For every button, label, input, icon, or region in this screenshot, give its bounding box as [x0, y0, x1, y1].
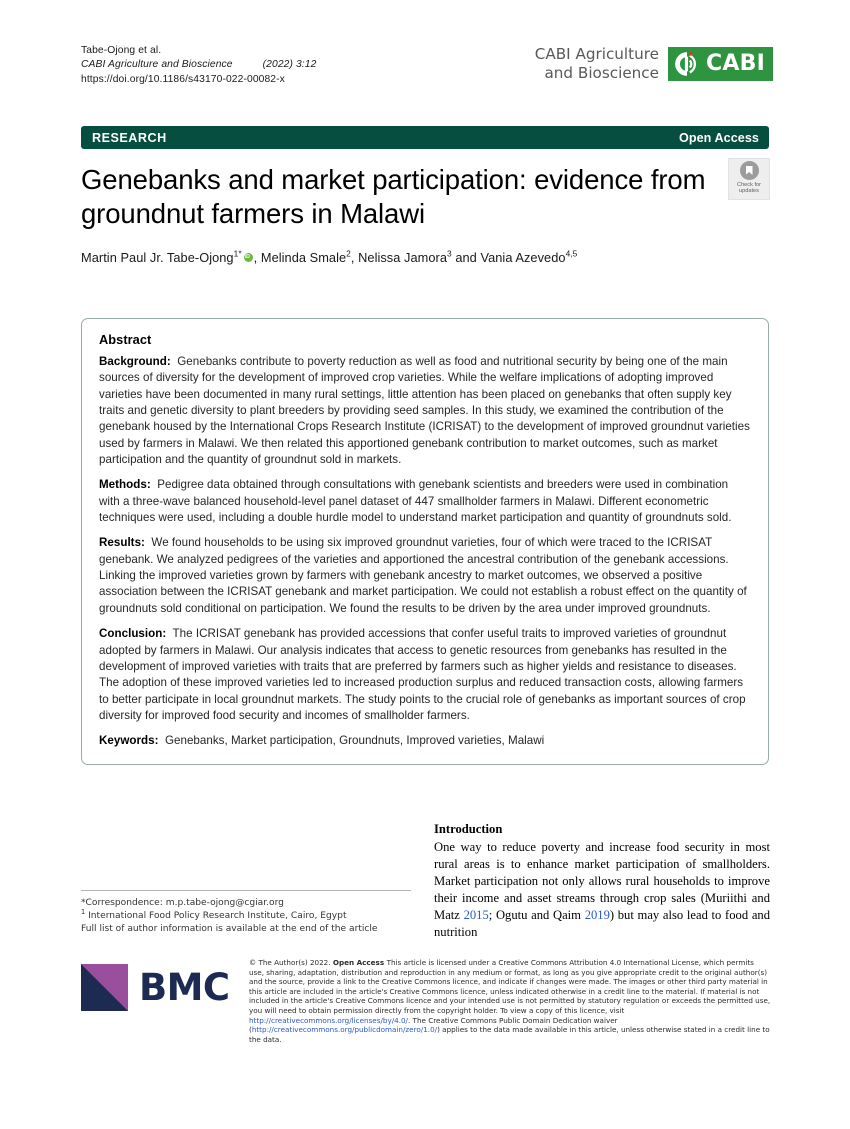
journal-name: CABI Agriculture and Bioscience — [81, 59, 233, 71]
full-author-info-note: Full list of author information is available at the end of the article — [81, 924, 378, 935]
journal-brand-text — [535, 45, 659, 83]
abstract-section-label: Results: — [99, 536, 145, 550]
journal-volume-line — [81, 58, 316, 72]
correspondence-block — [81, 890, 411, 937]
license-body-3: ) applies to the data made available in this article, unless otherwise stated in a credit line to the data. — [249, 1025, 770, 1044]
citation-link[interactable]: 2015 — [463, 908, 489, 923]
page-title: Genebanks and market participation: evidence from groundnut farmers in Malawi — [81, 164, 706, 229]
abstract-section-text: Genebanks, Market participation, Groundnuts, Improved varieties, Malawi — [161, 734, 545, 748]
correspondence-text — [81, 897, 411, 937]
abstract-section-text: The ICRISAT genebank has provided accessions that confer useful traits to improved varieties of groundnut adopted by farmers in Malawi. Our analysis indicates that access to genetic resources from genebanks has resulted in the development of improved varieties with traits that are preferred by farmers such as higher yields and resistance to diseases. The adoption of these improved varieties led to increased production surplus and reduced transaction costs, allowing farmers to better participate in local groundnut markets. The study points to the crucial role of genebanks as important sources of crop diversity for improved food security and incomes of smallholder farmers. — [99, 627, 746, 722]
open-access-label: Open Access — [678, 130, 759, 145]
abstract-section-label: Background: — [99, 355, 171, 368]
author-name: Nelissa Jamora — [358, 250, 448, 265]
introduction-section — [434, 822, 770, 942]
abstract-sections — [99, 354, 751, 750]
correspondence-divider — [81, 890, 411, 891]
abstract-section — [99, 354, 751, 468]
license-body-1: This article is licensed under a Creative Commons Attribution 4.0 International License, which permits use, sharing, adaptation, distribution and reproduction in any medium or format, as long as you give appropriate credit to the original author(s) and the source, provide a link to the Creative Commons licence, and indicate if changes were made. The images or other third party material in this article are included in the article's Creative Commons licence, unless indicated otherwise in a credit line to the material. If material is not included in the article's Creative Commons licence and your intended use is not permitted by statutory regulation or exceeds the permitted use, you will need to obtain permission directly from the copyright holder. To view a copy of this licence, visit — [249, 958, 771, 1015]
author-affiliation-marker: 2 — [346, 248, 351, 259]
abstract-section-label: Methods: — [99, 478, 151, 492]
abstract-heading: Abstract — [99, 332, 152, 347]
affiliation-line — [81, 910, 411, 923]
crossmark-line-1: Check for — [737, 181, 761, 188]
doi-link[interactable]: https://doi.org/10.1186/s43170-022-00082-x — [81, 73, 285, 85]
brand-line-2: and Bioscience — [544, 64, 659, 82]
introduction-heading: Introduction — [434, 822, 503, 836]
author-name: Martin Paul Jr. Tabe-Ojong — [81, 250, 234, 265]
abstract-section-text: We found households to be using six improved groundnut varieties, four of which were traced to the ICRISAT genebank. We analyzed pedigrees of the varieties and apportioned the ancestral contribution of the genebank accessions. Linking the improved varieties grown by farmers with genebank ancestry to market outcomes, we observed a positive association between the ICRISAT genebank and market participation. We could not establish a robust effect on the quantity of groundnuts sold conditional on participation. We found the results to be driven by the area under improved groundnuts. — [99, 536, 747, 615]
article-type-banner — [81, 126, 769, 149]
bmc-logo — [81, 958, 249, 1011]
page-header — [81, 44, 773, 100]
bmc-square-icon — [81, 964, 128, 1011]
short-author-line: Tabe-Ojong et al. — [81, 45, 162, 56]
affiliation-text: International Food Policy Research Institute, Cairo, Egypt — [88, 911, 347, 922]
crossmark-flag-icon — [740, 161, 759, 180]
abstract-section-label: Keywords: — [99, 734, 159, 748]
journal-reference — [81, 44, 316, 87]
orcid-icon[interactable] — [244, 253, 253, 262]
abstract-section — [99, 477, 751, 526]
introduction-text-2: ; Ogutu and Qaim — [488, 908, 585, 923]
correspondence-label: *Correspondence: — [81, 898, 163, 908]
author-list: Martin Paul Jr. Tabe-Ojong$^{1*}$ iD , Melinda Smale$^2$, Nelissa Jamora$^3$ and Vania Azevedo$^{4,5}$ — [81, 249, 721, 266]
correspondence-email-line — [81, 897, 411, 910]
cabi-roundel-icon — [673, 50, 701, 78]
introduction-paragraph — [434, 839, 770, 942]
license-text — [249, 958, 771, 1044]
abstract-section — [99, 535, 751, 617]
author-affiliation-marker: 4,5 — [565, 248, 578, 259]
abstract-section — [99, 626, 751, 724]
license-url-1[interactable]: http://creativecommons.org/licenses/by/4.0/ — [249, 1015, 408, 1025]
introduction-text-3: ) but may also lead to food and nutrition — [434, 908, 771, 940]
brand-line-1: CABI Agriculture — [534, 45, 659, 63]
journal-branding — [535, 45, 773, 83]
author-affiliation-marker: 3 — [447, 248, 452, 259]
title-block — [81, 163, 721, 266]
abstract-section-label: Conclusion: — [99, 627, 167, 641]
crossmark-label — [737, 182, 761, 195]
abstract-section-text: Genebanks contribute to poverty reduction as well as food and nutritional security by being one of the main sources of diversity for the development of improved crop varieties. While the welfare implications of adopting improved varieties have been documented in many rural settings, little attention has been placed on genebanks that often supply key traits and genetic diversity to plant breeders by providing seed samples. In this study, we examined the contribution of the genebank housed by the International Crops Research Institute (ICRISAT) to the development of improved groundnut varieties used by farmers in Malawi. We then related this apportioned genebank contribution to market outcomes, such as market participation and the quantity of groundnut sold in markets. — [99, 355, 750, 467]
abstract-box — [81, 318, 769, 765]
cabi-wordmark: CABI — [705, 51, 765, 76]
affiliation-marker: 1 — [81, 908, 86, 917]
correspondence-email[interactable]: m.p.tabe-ojong@cgiar.org — [165, 898, 284, 908]
license-url-2[interactable]: http://creativecommons.org/publicdomain/zero/1.0/ — [251, 1025, 438, 1035]
article-type-label: RESEARCH — [92, 130, 167, 145]
introduction-text-1: One way to reduce poverty and increase food security in most rural areas is to enhance market participation of smallholders. Market participation not only allows rural households to improve their income and asset streams through crop sales (Muriithi and Matz — [434, 840, 770, 923]
abstract-section-text: Pedigree data obtained through consultations with genebank scientists and breeders were used in combination with a three-wave balanced household-level panel dataset of 447 smallholder farmers in Malawi. Different econometric techniques were used, including a double hurdle model to understand market participation and quantity of groundnuts sold. — [99, 478, 732, 525]
author-affiliation-marker: 1* — [233, 248, 242, 259]
crossmark-line-2: updates — [739, 188, 759, 195]
author-name: Vania Azevedo — [480, 250, 566, 265]
cabi-logo — [668, 47, 773, 81]
volume-issue: (2022) 3:12 — [262, 59, 317, 71]
author-name: Melinda Smale — [260, 250, 347, 265]
bmc-wordmark: BMC — [139, 966, 230, 1009]
abstract-section — [99, 733, 751, 749]
crossmark-badge[interactable] — [728, 158, 770, 200]
open-access-bold: Open Access — [332, 958, 387, 967]
page-footer — [81, 958, 771, 1044]
license-body-2: . The Creative Commons Public Domain Dedication waiver ( — [249, 1015, 618, 1035]
copyright-notice: © The Author(s) 2022. — [249, 958, 333, 967]
citation-link[interactable]: 2019 — [584, 908, 610, 923]
